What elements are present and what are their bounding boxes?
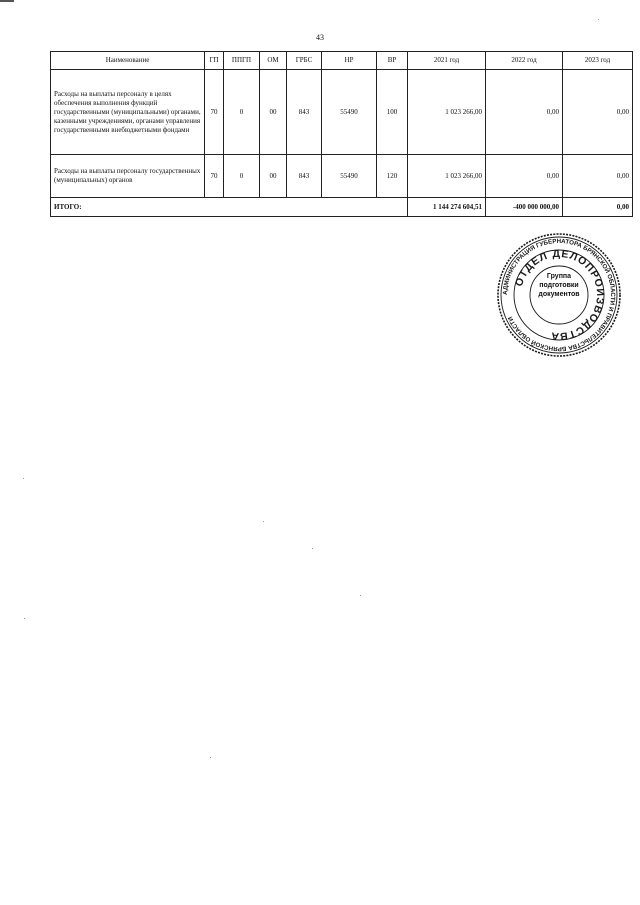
budget-table — [50, 51, 633, 217]
row-ppgp: 0 — [224, 155, 260, 198]
row-om: 00 — [260, 155, 287, 198]
row-2022: 0,00 — [486, 70, 563, 155]
row-2023: 0,00 — [563, 155, 633, 198]
row-2021: 1 023 266,00 — [408, 155, 486, 198]
row-vr: 120 — [377, 155, 408, 198]
total-2023: 0,00 — [563, 198, 633, 217]
stamp-inner-text: ОТДЕЛ ДЕЛОПРОИЗВОДСТВА — [513, 247, 607, 343]
total-2021: 1 144 274 604,51 — [408, 198, 486, 217]
official-stamp — [496, 232, 622, 358]
page-number: 43 — [316, 33, 324, 42]
header-gp: ГП — [205, 52, 224, 70]
header-2023: 2023 год — [563, 52, 633, 70]
row-name: Расходы на выплаты персоналу государственных (муниципальных) органов — [51, 155, 205, 198]
stamp-center-line: Группа — [546, 273, 572, 280]
table-header-row — [51, 52, 633, 70]
header-2022: 2022 год — [486, 52, 563, 70]
row-2023: 0,00 — [563, 70, 633, 155]
total-label: ИТОГО: — [51, 198, 408, 217]
row-nr: 55490 — [322, 155, 377, 198]
row-nr: 55490 — [322, 70, 377, 155]
row-om: 00 — [260, 70, 287, 155]
header-vr: ВР — [377, 52, 408, 70]
row-2022: 0,00 — [486, 155, 563, 198]
row-vr: 100 — [377, 70, 408, 155]
total-2022: -400 000 000,00 — [486, 198, 563, 217]
header-2021: 2021 год — [408, 52, 486, 70]
scan-speck — [263, 521, 264, 522]
total-row — [51, 198, 633, 217]
scan-speck — [210, 757, 211, 758]
header-nr: НР — [322, 52, 377, 70]
table-row — [51, 70, 633, 155]
scan-speck — [598, 19, 599, 20]
header-name: Наименование — [51, 52, 205, 70]
row-gp: 70 — [205, 155, 224, 198]
stamp-center-line: подготовки — [539, 282, 579, 289]
scan-corner-mark — [0, 0, 14, 2]
header-om: ОМ — [260, 52, 287, 70]
stamp-outer-text: АДМИНИСТРАЦИЯ ГУБЕРНАТОРА БРЯНСКОЙ ОБЛАСТИ И ПРАВИТЕЛЬСТВА БРЯНСКОЙ ОБЛАСТИ — [501, 237, 617, 353]
header-grbs: ГРБС — [287, 52, 322, 70]
row-name: Расходы на выплаты персоналу в целях обеспечения выполнения функций государственными (муниципальными) органами, казенными учреждениями, органами управления государственными внебюджетными фондами — [51, 70, 205, 155]
stamp-center-line: документов — [538, 291, 580, 298]
header-ppgp: ППГП — [224, 52, 260, 70]
row-2021: 1 023 266,00 — [408, 70, 486, 155]
table-row — [51, 155, 633, 198]
row-grbs: 843 — [287, 155, 322, 198]
scan-speck — [312, 548, 313, 549]
stamp-center-text — [533, 272, 585, 312]
scan-speck — [24, 618, 25, 619]
row-ppgp: 0 — [224, 70, 260, 155]
row-grbs: 843 — [287, 70, 322, 155]
scan-speck — [360, 595, 361, 596]
scan-speck — [23, 478, 24, 479]
row-gp: 70 — [205, 70, 224, 155]
